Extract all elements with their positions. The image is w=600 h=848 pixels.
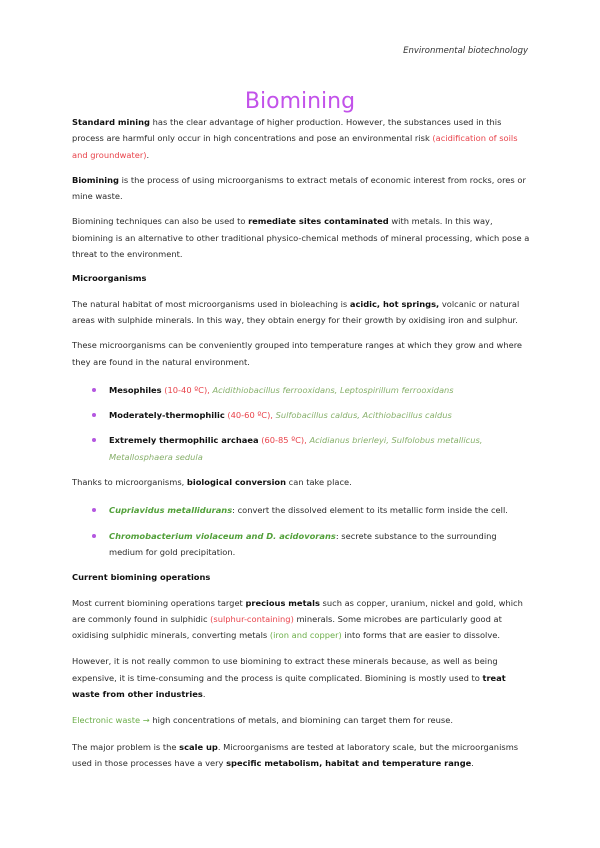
temperature-list [72, 382, 532, 465]
paragraph-biomining-definition: Biomining is the process of using microorganisms to extract metals of economic interest from rocks, ores or mine waste. [72, 174, 526, 202]
paragraph-electronic-waste: Electronic waste → high concentrations of metals, and biomining can target them for reuse. [72, 715, 453, 726]
paragraph-remediation: Biomining techniques can also be used to remediate sites contaminated with metals. In this way, biomining is an alternative to other traditional physico-chemical methods of mineral processing, which pose a threat to the environment. [72, 216, 530, 260]
paragraph-precious-metals: Most current biomining operations target precious metals such as copper, uranium, nickel and gold, which are commonly found in sulphidic (sulphur-containing) minerals. Some microbes are particularly good at oxidising sulphidic minerals, converting metals (iron and copper) into forms that are easier to dissolve. [72, 597, 523, 641]
list-item: Extremely thermophilic archaea (60-85 ºC), Acidianus brierleyi, Sulfolobus metallicus, Metallosphaera sedula [109, 432, 532, 465]
heading-microorganisms: Microorganisms [72, 273, 147, 284]
paragraph-standard-mining: Standard mining has the clear advantage of higher production. However, the substances used in this process are harmful only occur in high concentrations and pose an environmental risk (acidification of soils and groundwater). [72, 117, 518, 160]
paragraph-temperature-groups: These microorganisms can be conveniently grouped into temperature ranges at which they grow and where they are found in the natural environment. [72, 340, 523, 367]
list-item: Mesophiles (10-40 ºC), Acidithiobacillus ferrooxidans, Leptospirillum ferrooxidans [109, 382, 532, 398]
paragraph-scale-up: The major problem is the scale up. Microorganisms are tested at laboratory scale, but the microorganisms used in those processes have a very specific metabolism, habitat and temperature range. [72, 741, 519, 768]
paragraph-waste-treatment: However, it is not really common to use biomining to extract these minerals because, as well as being expensive, it is time-consuming and the process is quite complicated. Biomining is mostly used to treat waste from other industries. [72, 656, 506, 700]
running-header: Environmental biotechnology [403, 46, 528, 56]
list-item: Cupriavidus metallidurans: convert the dissolved element to its metallic form inside the cell. [109, 502, 532, 518]
conversion-list [72, 502, 532, 560]
page-title: Biomining [244, 88, 356, 114]
document-body [72, 114, 532, 781]
paragraph-habitat: The natural habitat of most microorganisms used in bioleaching is acidic, hot springs, volcanic or natural areas with sulphide minerals. In this way, they obtain energy for their growth by oxidising iron and sulphur. [72, 298, 520, 325]
list-item: Moderately-thermophilic (40-60 ºC), Sulfobacillus caldus, Acithiobacillus caldus [109, 407, 532, 423]
paragraph-biological-conversion: Thanks to microorganisms, biological conversion can take place. [72, 477, 352, 488]
highlight-red: (acidification of soils and groundwater) [72, 133, 518, 160]
list-item: Chromobacterium violaceum and D. acidovorans: secrete substance to the surrounding medium for gold precipitation. [109, 528, 532, 561]
heading-current-operations: Current biomining operations [72, 572, 211, 583]
